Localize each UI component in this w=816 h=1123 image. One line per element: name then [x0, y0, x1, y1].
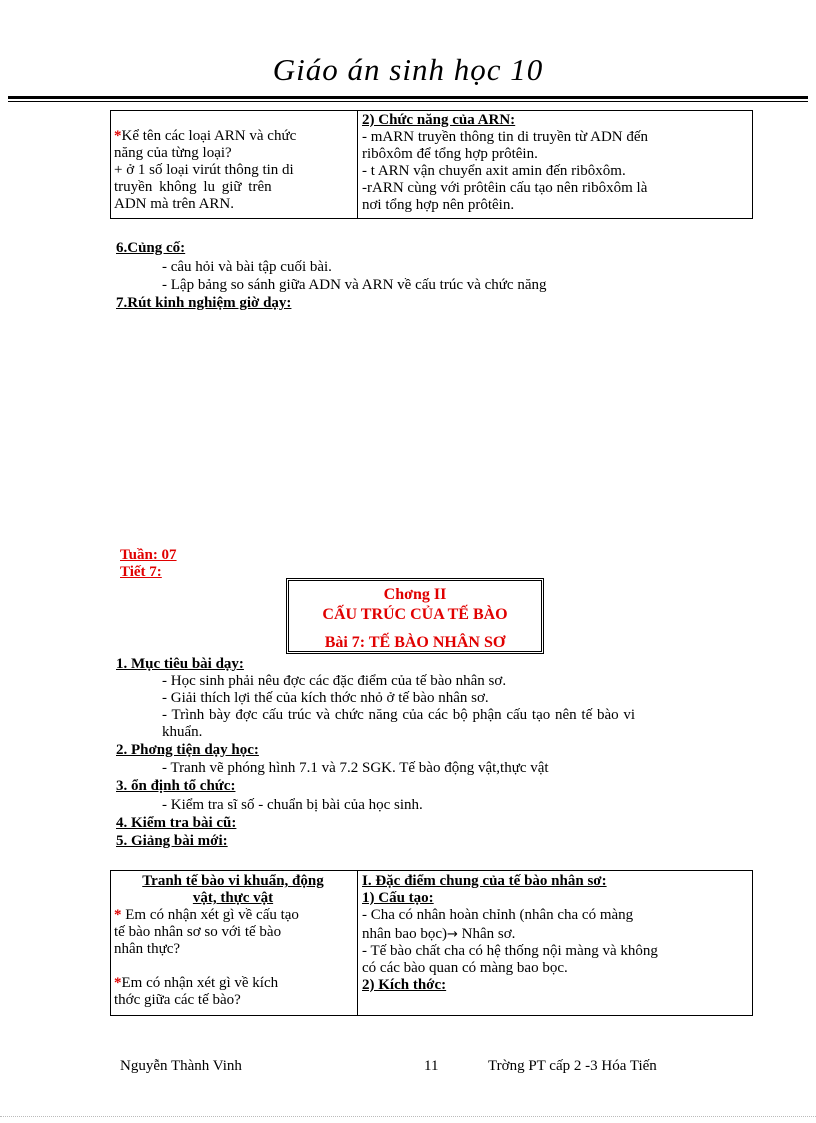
footer-page-number: 11 [424, 1058, 439, 1074]
table-prokaryote-left-line: tế bào nhân sơ so với tế bào [114, 924, 282, 940]
table-arn-right-line: nơi tổng hợp nên prôtêin. [362, 197, 515, 213]
chapter-title-box [286, 578, 544, 654]
table-prokaryote-question-line [114, 975, 352, 992]
question-text: Kể tên các loại ARN và chức [121, 128, 297, 144]
period-label: Tiết 7: [120, 564, 162, 580]
footer-author: Nguyễn Thành Vinh [120, 1058, 242, 1074]
section-6-item: - Lập bảng so sánh giữa ADN và ARN về cấu trúc và chức năng [162, 277, 547, 293]
table-arn-left-line: + ở 1 số loại virút thông tin di [114, 162, 294, 178]
section-1-heading: 1. Mục tiêu bài dạy: [116, 656, 244, 672]
lesson-title: Bài 7: TẾ BÀO NHÂN SƠ [324, 634, 506, 651]
table-prokaryote-subheading: 2) Kích thớc: [362, 977, 447, 993]
table-arn-left-line: ADN mà trên ARN. [114, 196, 234, 212]
table-prokaryote-right-line [362, 926, 748, 943]
section-1-item: khuẩn. [162, 724, 203, 740]
week-label: Tuần: 07 [120, 547, 177, 563]
table-prokaryote-right-line: có các bào quan có màng bao bọc. [362, 960, 568, 976]
table-arn-right-line: - mARN truyền thông tin di truyền từ ADN đến [362, 129, 649, 145]
table-prokaryote-right-heading: I. Đặc điểm chung của tế bào nhân sơ: [362, 873, 607, 889]
page-bottom-divider [0, 1116, 816, 1117]
prokaryote-text: Nhân sơ. [457, 926, 516, 942]
table-arn-right-line: - t ARN vận chuyển axit amin đến ribôxôm. [362, 163, 626, 179]
table-prokaryote-left-cell [114, 873, 352, 1015]
table-arn-left-line: năng của từng loại? [114, 145, 232, 161]
table-prokaryote-subheading: 1) Cấu tạo: [362, 890, 434, 906]
section-6-heading: 6.Củng cố: [116, 240, 186, 256]
table-arn-question-line [114, 128, 352, 145]
section-4-heading: 4. Kiểm tra bài cũ: [116, 815, 237, 831]
question-marker: * [114, 907, 122, 923]
chapter-title: CẤU TRÚC CỦA TẾ BÀO [322, 606, 508, 623]
header-rule-thick [8, 96, 808, 99]
section-3-heading: 3. ổn định tổ chức: [116, 778, 236, 794]
table-arn-right-cell [362, 112, 748, 218]
arrow-right-icon: → [446, 927, 458, 942]
table-prokaryote-left-heading: Tranh tế bào vi khuẩn, động [142, 873, 324, 889]
table-prokaryote-left-heading: vật, thực vật [192, 890, 274, 906]
table-arn-divider [357, 110, 358, 219]
page-header-title: Giáo án sinh học 10 [272, 52, 544, 87]
table-arn-right-line: ribôxôm để tổng hợp prôtêin. [362, 146, 538, 162]
table-arn-right-heading: 2) Chức năng của ARN: [362, 112, 516, 128]
table-prokaryote-left-line: nhân thực? [114, 941, 181, 957]
section-2-heading: 2. Phơng tiện dạy học: [116, 742, 259, 758]
section-1-item: - Trình bày đợc cấu trúc và chức năng của các bộ phận cấu tạo nên tế bào vi [162, 707, 636, 723]
table-arn-left-line: truyền không lu giữ trên [114, 179, 272, 195]
question-text: Em có nhận xét gì về kích [121, 975, 279, 991]
section-1-item: - Học sinh phải nêu đợc các đặc điểm của tế bào nhân sơ. [162, 673, 507, 689]
table-prokaryote-left-line: thớc giữa các tế bào? [114, 992, 241, 1008]
table-prokaryote-question-line [114, 907, 352, 924]
section-1-item: - Giải thích lợi thế của kích thớc nhỏ ở tế bào nhân sơ. [162, 690, 489, 706]
header-rule-thin [8, 101, 808, 102]
section-6-item: - câu hỏi và bài tập cuối bài. [162, 259, 332, 275]
table-prokaryote-divider [357, 870, 358, 1016]
table-prokaryote-right-cell [362, 873, 748, 1015]
section-5-heading: 5. Giảng bài mới: [116, 833, 228, 849]
table-arn-left-cell [114, 128, 352, 218]
chapter-label: Chơng II [383, 586, 447, 603]
question-marker: * [114, 128, 122, 144]
table-arn-right-line: -rARN cùng với prôtêin cấu tạo nên ribôxôm là [362, 180, 648, 196]
table-prokaryote-right-line: - Tế bào chất cha có hệ thống nội màng và không [362, 943, 658, 959]
nucleus-text: nhân bao bọc) [362, 926, 447, 942]
table-prokaryote-right-line: - Cha có nhân hoàn chỉnh (nhân cha có màng [362, 907, 634, 923]
section-2-item: - Tranh vẽ phóng hình 7.1 và 7.2 SGK. Tế bào động vật,thực vật [162, 760, 549, 776]
question-marker: * [114, 975, 122, 991]
question-text: Em có nhận xét gì về cấu tạo [121, 907, 299, 923]
table-prokaryote-blank-line [114, 958, 352, 975]
section-7-heading: 7.Rút kinh nghiệm giờ dạy: [116, 295, 292, 311]
section-3-item: - Kiểm tra sĩ số - chuẩn bị bài của học sinh. [162, 797, 423, 813]
footer-school: Trờng PT cấp 2 -3 Hóa Tiến [488, 1058, 657, 1074]
